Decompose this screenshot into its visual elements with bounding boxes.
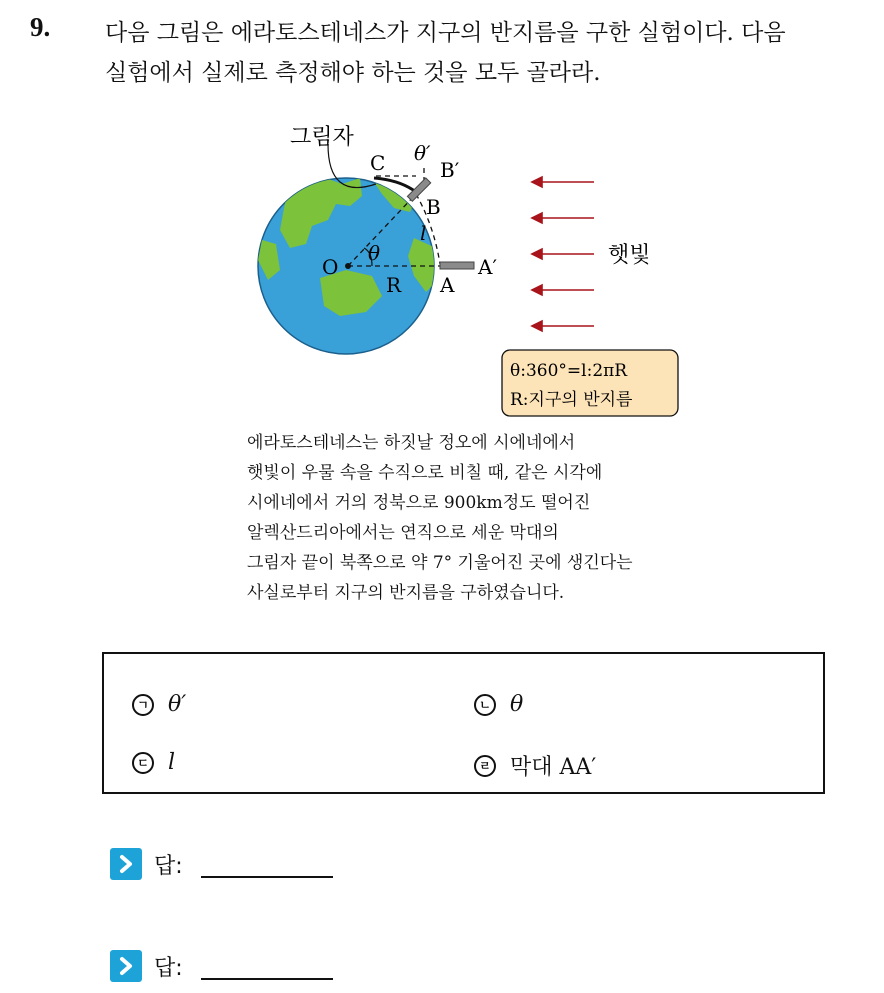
choice-marker: ㄱ [132,694,154,716]
point-b-label: B [426,195,441,219]
story-line: 사실로부터 지구의 반지름을 구하였습니다. [247,583,565,603]
choice-marker: ㄷ [132,752,154,774]
earth-radius-diagram [250,120,690,420]
story-line: 에라토스테네스는 하짓날 정오에 시에네에서 [247,433,576,453]
chevron-right-icon [110,950,142,982]
answer-row [110,848,333,880]
answer-row [110,950,333,982]
choice-label: θ′ [168,692,187,717]
choice-item[interactable] [474,750,596,781]
sunlight-label: 햇빛 [608,243,651,268]
theta-label: θ [368,241,381,265]
point-c-label: C [370,151,386,175]
story-line: 햇빛이 우물 속을 수직으로 비칠 때, 같은 시각에 [247,463,603,483]
choice-item[interactable] [132,750,175,775]
theta-prime-label: θ′ [414,141,431,165]
sunlight-arrows [532,177,594,331]
point-o-label: O [322,255,339,279]
choice-label: l [168,750,176,775]
arc-length-label: l [420,221,427,245]
choice-label: 막대 AA′ [510,755,597,780]
choice-label: θ [510,692,524,717]
story-line: 알렉산드리아에서는 연직으로 세운 막대의 [247,523,559,543]
answer-blank[interactable] [201,876,333,878]
radius-label: R [386,273,402,297]
choice-item[interactable] [474,692,523,717]
point-a-prime-label: A′ [478,255,497,279]
story-line: 시에네에서 거의 정북으로 900km정도 떨어진 [247,493,591,513]
rod-a [440,262,474,269]
question-text-line-1: 다음 그림은 에라토스테네스가 지구의 반지름을 구한 실험이다. 다음 [105,20,786,46]
answer-label: 답: [154,955,183,981]
shadow-label: 그림자 [290,125,354,150]
story-line: 그림자 끝이 북쪽으로 약 7° 기울어진 곳에 생긴다는 [247,553,633,573]
point-b-prime-label: B′ [440,158,460,182]
choice-item[interactable] [132,692,186,717]
chevron-right-icon [110,848,142,880]
choice-marker: ㄴ [474,694,496,716]
answer-blank[interactable] [201,978,333,980]
point-a-label: A [440,273,455,297]
formula-line-2: R:지구의 반지름 [510,390,633,410]
formula-line-1: θ:360°=l:2πR [510,361,628,381]
center-point [345,263,351,269]
choice-marker: ㄹ [474,755,496,777]
question-number: 9. [30,12,51,42]
question-text-line-2: 실험에서 실제로 측정해야 하는 것을 모두 골라라. [105,60,601,86]
choices-box [102,652,825,794]
answer-label: 답: [154,853,183,879]
story-paragraph [247,428,633,608]
